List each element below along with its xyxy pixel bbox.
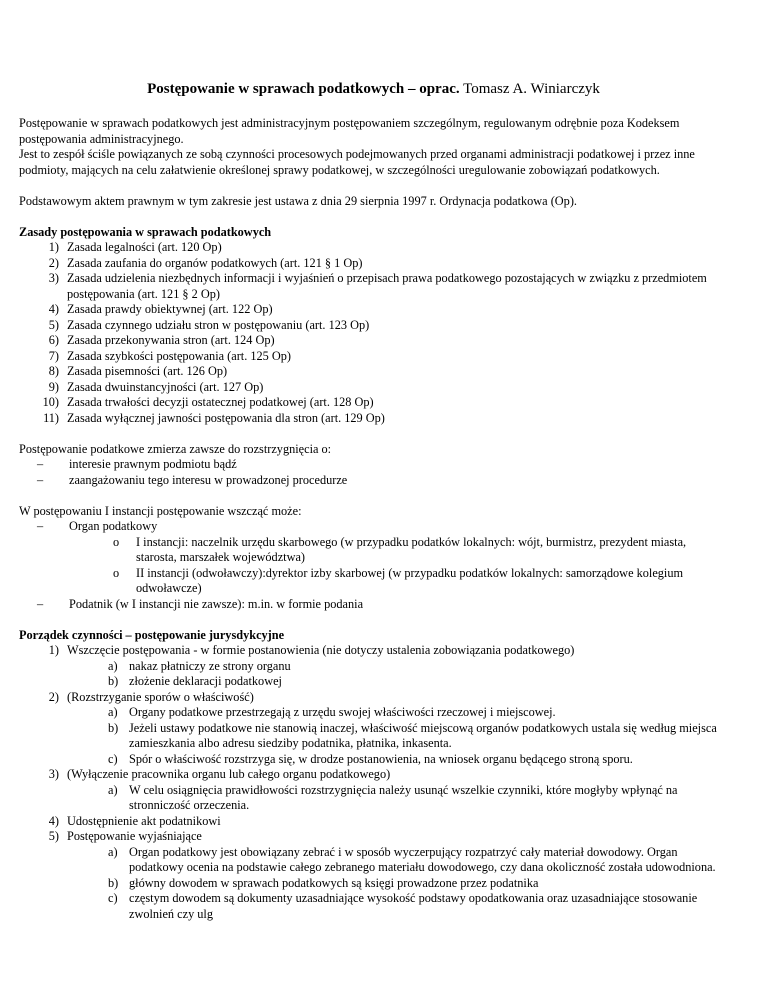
initiation-list: [19, 519, 728, 612]
aims-list: [19, 457, 728, 488]
list-item: 6) Zasada przekonywania stron (art. 124 Op): [48, 333, 275, 347]
list-item: b) główny dowodem w sprawach podatkowych są księgi prowadzone przez podatnika: [108, 875, 539, 890]
procedure-list: [19, 643, 728, 922]
list-item: a) nakaz płatniczy ze strony organu: [108, 658, 291, 673]
intro-paragraph-1: Postępowanie w sprawach podatkowych jest administracyjnym postępowaniem szczególnym, regulowanym odrębnie poza Kodeksem postępowania administracyjnego.: [19, 116, 680, 146]
principles-list: [19, 240, 728, 426]
list-item: 10) Zasada trwałości decyzji ostatecznej podatkowej (art. 128 Op): [42, 395, 374, 409]
initiation-lead: W postępowaniu I instancji postępowanie wszcząć może:: [19, 503, 302, 518]
list-item: – Organ podatkowy: [37, 519, 158, 533]
list-item: 9) Zasada dwuinstancyjności (art. 127 Op): [48, 379, 264, 394]
list-item: 5) Zasada czynnego udziału stron w postępowaniu (art. 123 Op): [48, 317, 370, 332]
list-item: 4) Udostępnienie akt podatnikowi: [48, 813, 221, 828]
list-item: 7) Zasada szybkości postępowania (art. 125 Op): [48, 348, 292, 363]
legal-basis: Podstawowym aktem prawnym w tym zakresie jest ustawa z dnia 29 sierpnia 1997 r. Ordynacja podatkowa (Op).: [19, 193, 578, 208]
list-item: 11) Zasada wyłącznej jawności postępowania dla stron (art. 129 Op): [43, 410, 385, 425]
list-item: 2) (Rozstrzyganie sporów o właściwość): [48, 689, 254, 704]
list-item: 5) Postępowanie wyjaśniające: [48, 829, 202, 843]
title-main: Postępowanie w sprawach podatkowych – oprac.: [147, 81, 460, 97]
list-item: 3) (Wyłączenie pracownika organu lub całego organu podatkowego): [48, 767, 391, 781]
procedure-heading: Porządek czynności – postępowanie jurysdykcyjne: [19, 627, 285, 642]
list-item: b) Jeżeli ustawy podatkowe nie stanowią inaczej, właściwość miejscową organów podatkowych ustala się według miejsca zamieszkania albo adresu siedziby podatnika, płatnika, inkasenta.: [108, 720, 717, 750]
document-title: [19, 80, 728, 98]
list-item: o I instancji: naczelnik urzędu skarbowego (w przypadku podatków lokalnych: wójt, burmistrz, prezydent miasta, starosta, marszałek województwa): [113, 534, 687, 564]
principles-heading: Zasady postępowania w sprawach podatkowych: [19, 224, 272, 239]
list-item: c) częstym dowodem są dokumenty uzasadniające wysokość podstawy opodatkowania oraz uzasadniające stosowanie zwolnień czy ulg: [108, 891, 698, 921]
list-item: c) Spór o właściwość rozstrzyga się, w drodze postanowienia, na wniosek organu będącego stroną sporu.: [108, 751, 633, 766]
list-item: – zaangażowaniu tego interesu w prowadzonej procedurze: [37, 472, 348, 487]
intro-paragraph-2: Jest to zespół ściśle powiązanych ze sobą czynności procesowych podejmowanych przed organami administracji podatkowej i przez inne podmioty, mających na celu załatwienie określonej sprawy podatkowej, w szczególności uregulowanie zobowiązań podatkowych.: [19, 147, 695, 177]
list-item: a) Organy podatkowe przestrzegają z urzędu swojej właściwości rzeczowej i miejscowej.: [108, 705, 556, 719]
list-item: b) złożenie deklaracji podatkowej: [108, 674, 282, 688]
title-author: Tomasz A. Winiarczyk: [459, 81, 600, 97]
list-item: 1) Wszczęcie postępowania - w formie postanowienia (nie dotyczy ustalenia zobowiązania podatkowego): [48, 643, 575, 657]
list-item: – interesie prawnym podmiotu bądź: [37, 457, 237, 471]
list-item: 1) Zasada legalności (art. 120 Op): [48, 240, 222, 254]
list-item: o II instancji (odwoławczy):dyrektor izby skarbowej (w przypadku podatków lokalnych: samorządowe kolegium odwoławcze): [113, 565, 684, 595]
list-item: 2) Zasada zaufania do organów podatkowych (art. 121 § 1 Op): [48, 255, 363, 270]
list-item: 4) Zasada prawdy obiektywnej (art. 122 Op): [48, 302, 273, 316]
list-item: a) Organ podatkowy jest obowiązany zebrać i w sposób wyczerpujący rozpatrzyć cały materiał dowodowy. Organ podatkowy ocenia na podstawie całego zebranego materiału dowodowego, czy dana okoliczność została udowodniona.: [108, 844, 716, 874]
list-item: 3) Zasada udzielenia niezbędnych informacji i wyjaśnień o przepisach prawa podatkowego pozostających w związku z przedmiotem postępowania (art. 121 § 2 Op): [48, 271, 707, 301]
list-item: 8) Zasada pisemności (art. 126 Op): [48, 364, 228, 378]
aims-lead: Postępowanie podatkowe zmierza zawsze do rozstrzygnięcia o:: [19, 441, 332, 456]
list-item: a) W celu osiągnięcia prawidłowości rozstrzygnięcia należy usunąć wszelkie czynniki, które mogłyby wpłynąć na stronniczość orzeczenia.: [108, 782, 678, 812]
list-item: – Podatnik (w I instancji nie zawsze): m.in. w formie podania: [37, 596, 364, 611]
